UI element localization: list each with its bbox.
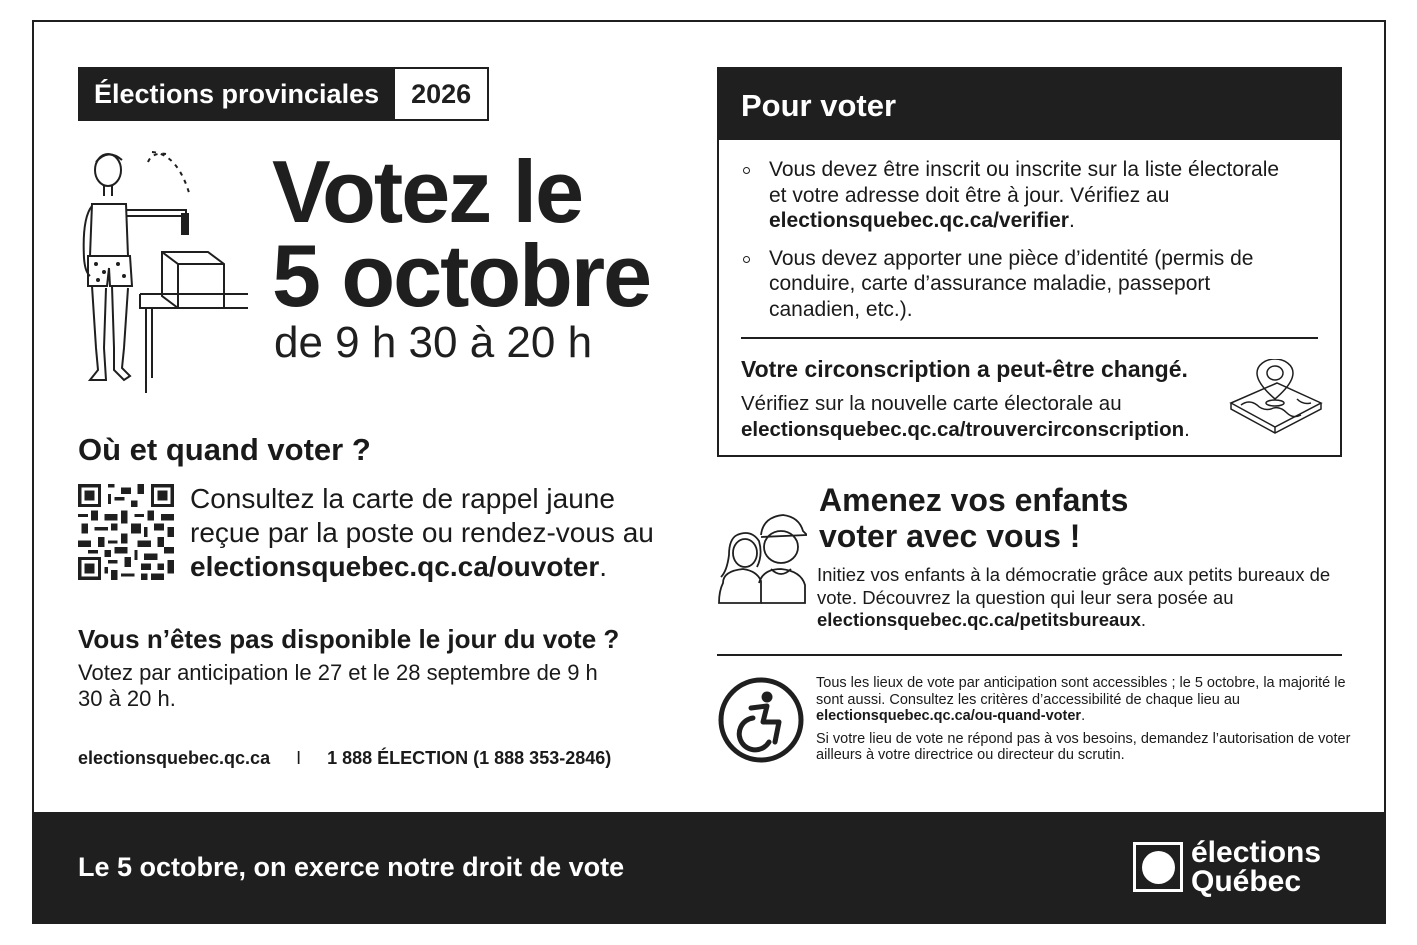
badge-year: 2026 — [395, 69, 487, 119]
accessibility-paragraph-1-end: . — [1081, 708, 1086, 725]
accessibility-paragraph-1 — [816, 675, 1351, 725]
circonscription-text — [741, 391, 1261, 443]
website-link[interactable]: electionsquebec.qc.ca — [78, 748, 271, 768]
wheelchair-accessibility-icon — [717, 676, 805, 764]
where-text-body: Consultez la carte de rappel jaune reçue par la poste ou rendez-vous au — [190, 483, 654, 548]
contact-separator: I — [296, 748, 302, 768]
badge-label: Élections provinciales — [80, 69, 395, 119]
where-text-end: . — [599, 551, 608, 582]
qr-code-icon[interactable] — [78, 484, 174, 580]
headline-line1: Votez le — [272, 142, 583, 241]
parent-child-icon — [715, 505, 807, 605]
elections-quebec-logo — [1133, 838, 1321, 896]
requirement-registration-text: Vous devez être inscrit ou inscrite sur la liste électorale et votre adresse doit être à jour. Vérifiez au — [769, 158, 1280, 207]
kids-heading-line1: Amenez vos enfants — [819, 482, 1129, 518]
circonscription-text-end: . — [1184, 418, 1190, 441]
where-heading: Où et quand voter ? — [78, 432, 371, 467]
map-pin-icon — [1227, 359, 1323, 439]
requirement-registration — [741, 157, 1301, 234]
requirement-id: Vous devez apporter une pièce d’identité (permis de conduire, carte d’assurance maladie, passeport canadien, etc.). — [741, 246, 1301, 323]
accessibility-text — [816, 675, 1351, 770]
panel-title: Pour voter — [719, 69, 1340, 140]
requirement-registration-end: . — [1068, 209, 1075, 232]
ouvoter-link[interactable]: electionsquebec.qc.ca/ouvoter — [190, 551, 600, 582]
trouvercirconscription-link[interactable]: electionsquebec.qc.ca/trouvercirconscription — [741, 418, 1185, 441]
section-divider — [717, 654, 1342, 656]
footer-bar — [32, 812, 1386, 924]
accessibility-paragraph-2: Si votre lieu de vote ne répond pas à vos besoins, demandez l’autorisation de voter ailleurs à votre directrice ou directeur du scrutin. — [816, 730, 1351, 764]
petitsbureaux-link[interactable]: electionsquebec.qc.ca/petitsbureaux — [817, 609, 1141, 630]
footer-slogan: Le 5 octobre, on exerce notre droit de vote — [78, 852, 625, 882]
kids-text — [817, 564, 1337, 632]
headline-line2: 5 octobre — [272, 226, 651, 325]
circonscription-text-body: Vérifiez sur la nouvelle carte électorale au — [741, 392, 1122, 415]
logo-mark-icon — [1133, 842, 1183, 892]
voting-hours: de 9 h 30 à 20 h — [274, 318, 593, 367]
logo-wordmark — [1191, 838, 1321, 896]
election-badge — [78, 67, 489, 121]
kids-text-end: . — [1140, 609, 1146, 630]
requirements-list — [741, 157, 1301, 334]
kids-text-body: Initiez vos enfants à la démocratie grâce aux petits bureaux de vote. Découvrez la question qui leur sera posée au — [817, 564, 1331, 608]
accessibility-paragraph-1-text: Tous les lieux de vote par anticipation sont accessibles ; le 5 octobre, la majorité le sont aussi. Consultez les critères d’accessibilité de chaque lieu au — [816, 675, 1346, 708]
phone-number[interactable]: 1 888 ÉLECTION (1 888 353-2846) — [327, 748, 612, 768]
circonscription-heading: Votre circonscription a peut-être changé. — [741, 356, 1188, 382]
contact-line — [78, 748, 611, 769]
logo-line2: Québec — [1191, 865, 1302, 898]
ou-quand-voter-link[interactable]: electionsquebec.qc.ca/ou-quand-voter — [816, 708, 1082, 725]
panel-divider — [741, 337, 1318, 339]
advance-text: Votez par anticipation le 27 et le 28 septembre de 9 h 30 à 20 h. — [78, 660, 598, 711]
verifier-link[interactable]: electionsquebec.qc.ca/verifier — [769, 209, 1069, 232]
logo-line1: élections — [1191, 836, 1322, 869]
kids-heading-line2: voter avec vous ! — [819, 518, 1081, 554]
advance-heading: Vous n’êtes pas disponible le jour du vote ? — [78, 624, 620, 654]
kids-heading — [819, 482, 1128, 554]
headline — [272, 142, 651, 325]
where-text — [190, 482, 690, 584]
voter-illustration-icon — [78, 148, 248, 393]
pour-voter-panel — [717, 67, 1342, 457]
